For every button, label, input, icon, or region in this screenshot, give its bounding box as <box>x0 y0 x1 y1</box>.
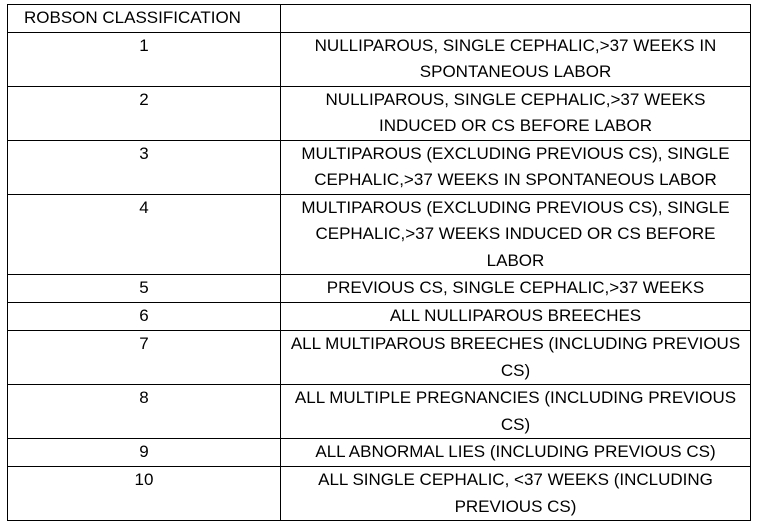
group-number-cell: 9 <box>8 439 281 467</box>
group-description-cell: ALL NULLIPAROUS BREECHES <box>281 303 751 331</box>
header-cell-description <box>281 5 751 33</box>
group-description-cell: ALL SINGLE CEPHALIC, <37 WEEKS (INCLUDING PREVIOUS CS) <box>281 467 751 521</box>
group-description-cell: PREVIOUS CS, SINGLE CEPHALIC,>37 WEEKS <box>281 275 751 303</box>
table-row <box>8 275 751 303</box>
table-row <box>8 385 751 439</box>
group-number-cell: 5 <box>8 275 281 303</box>
group-description-cell: NULLIPAROUS, SINGLE CEPHALIC,>37 WEEKS IN SPONTANEOUS LABOR <box>281 32 751 86</box>
group-description-cell: MULTIPAROUS (EXCLUDING PREVIOUS CS), SINGLE CEPHALIC,>37 WEEKS IN SPONTANEOUS LABOR <box>281 140 751 194</box>
group-number-cell: 7 <box>8 331 281 385</box>
group-number-cell: 10 <box>8 467 281 521</box>
group-description-cell: MULTIPAROUS (EXCLUDING PREVIOUS CS), SINGLE CEPHALIC,>37 WEEKS INDUCED OR CS BEFORE LABOR <box>281 194 751 275</box>
group-number-cell: 6 <box>8 303 281 331</box>
group-description-cell: ALL ABNORMAL LIES (INCLUDING PREVIOUS CS) <box>281 439 751 467</box>
group-number-cell: 8 <box>8 385 281 439</box>
group-number-cell: 1 <box>8 32 281 86</box>
group-description-cell: ALL MULTIPLE PREGNANCIES (INCLUDING PREVIOUS CS) <box>281 385 751 439</box>
group-description-cell: NULLIPAROUS, SINGLE CEPHALIC,>37 WEEKS INDUCED OR CS BEFORE LABOR <box>281 86 751 140</box>
table-header-row <box>8 5 751 33</box>
group-number-cell: 3 <box>8 140 281 194</box>
table-row <box>8 303 751 331</box>
table-row <box>8 439 751 467</box>
table-row <box>8 140 751 194</box>
group-number-cell: 2 <box>8 86 281 140</box>
group-number-cell: 4 <box>8 194 281 275</box>
table-row <box>8 194 751 275</box>
header-cell-classification: ROBSON CLASSIFICATION <box>8 5 281 33</box>
table-row <box>8 467 751 521</box>
table-row <box>8 331 751 385</box>
table-row <box>8 32 751 86</box>
table-row <box>8 86 751 140</box>
group-description-cell: ALL MULTIPAROUS BREECHES (INCLUDING PREVIOUS CS) <box>281 331 751 385</box>
robson-classification-table <box>7 4 751 521</box>
